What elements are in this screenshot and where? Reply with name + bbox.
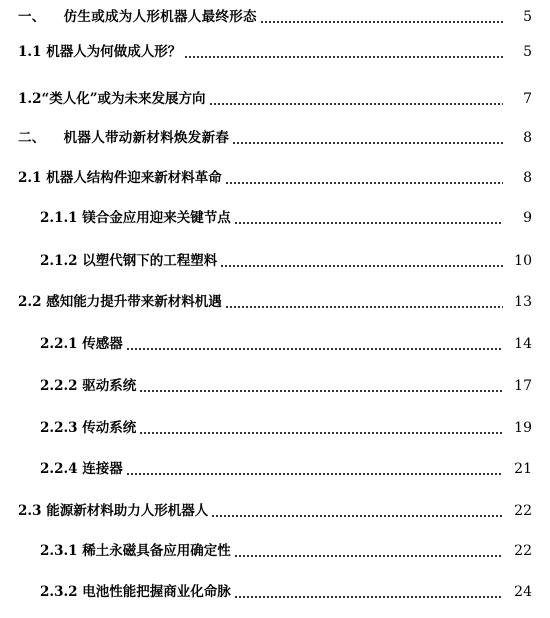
toc-entry[interactable] [0, 290, 550, 314]
toc-entry-text: 镁合金应用迎来关键节点 [82, 210, 231, 226]
toc-entry[interactable] [0, 166, 550, 190]
toc-entry-text: 电池性能把握商业化命脉 [82, 584, 231, 600]
toc-entry-number: 1.2 [18, 91, 42, 107]
toc-page-number: 19 [514, 420, 532, 436]
toc-entry[interactable] [0, 126, 550, 150]
toc-entry-title [18, 499, 208, 523]
toc-entry-title [40, 416, 136, 440]
toc-page-number: 24 [514, 584, 532, 600]
toc-entry-title [40, 374, 136, 398]
toc-entry-title [40, 332, 123, 356]
toc-entry-text: 连接器 [82, 461, 123, 477]
toc-entry[interactable] [0, 40, 550, 64]
toc-entry-number: 二、 [18, 130, 46, 146]
toc-entry[interactable] [0, 374, 550, 398]
toc-entry-title [18, 166, 222, 190]
dot-leader [209, 103, 503, 105]
dot-leader [234, 596, 503, 598]
toc-page-number: 14 [514, 336, 532, 352]
toc-entry[interactable] [0, 416, 550, 440]
toc-entry-title [40, 457, 123, 481]
toc-entry-text: 传动系统 [82, 420, 137, 436]
dot-leader [220, 265, 503, 267]
toc-page-number: 21 [514, 461, 532, 477]
toc-page-number: 10 [514, 253, 532, 269]
dot-leader [139, 390, 503, 392]
toc-entry-number: 2.3 [18, 503, 42, 519]
toc-entry[interactable] [0, 457, 550, 481]
toc-page-number: 22 [514, 543, 532, 559]
toc-entry-text: 机器人结构件迎来新材料革命 [46, 170, 222, 186]
toc-entry-text: 稀土永磁具备应用确定性 [82, 543, 231, 559]
toc-page-number: 13 [514, 294, 532, 310]
toc-page-number: 8 [523, 130, 532, 146]
toc-entry-number: 2.1 [18, 170, 42, 186]
toc-page-number: 17 [514, 378, 532, 394]
dot-leader [225, 306, 503, 308]
toc-entry-title [18, 40, 181, 64]
toc-entry-text: 机器人带动新材料焕发新春 [63, 130, 230, 146]
toc-entry-title [18, 87, 206, 111]
toc-entry[interactable] [0, 206, 550, 230]
toc-entry-number: 2.2.1 [40, 336, 78, 352]
toc-entry-number: 2.1.2 [40, 253, 78, 269]
dot-leader [139, 432, 503, 434]
dot-leader [225, 182, 503, 184]
toc-entry-number: 一、 [18, 9, 46, 25]
toc-entry-text: 能源新材料助力人形机器人 [46, 503, 209, 519]
toc-entry-title [40, 206, 231, 230]
toc-entry-title [40, 249, 217, 273]
toc-entry-text: 以塑代钢下的工程塑料 [82, 253, 218, 269]
toc-entry-number: 2.1.1 [40, 210, 78, 226]
toc-page-number: 8 [523, 170, 532, 186]
dot-leader [260, 21, 503, 23]
toc-entry-title [18, 5, 257, 29]
toc-entry-number: 2.3.2 [40, 584, 78, 600]
dot-leader [184, 56, 503, 58]
toc-entry[interactable] [0, 332, 550, 356]
toc-entry[interactable] [0, 580, 550, 604]
toc-entry[interactable] [0, 499, 550, 523]
toc-entry-text: 感知能力提升带来新材料机遇 [46, 294, 222, 310]
toc-page-number: 9 [523, 210, 532, 226]
toc-entry-text: 驱动系统 [82, 378, 137, 394]
toc-entry-text: 仿生或成为人形机器人最终形态 [63, 9, 257, 25]
toc-entry-number: 1.1 [18, 44, 42, 60]
toc-page-number: 22 [514, 503, 532, 519]
toc-entry-number: 2.3.1 [40, 543, 78, 559]
toc-entry-number: 2.2.4 [40, 461, 78, 477]
toc-entry[interactable] [0, 5, 550, 29]
dot-leader [126, 348, 503, 350]
dot-leader [234, 222, 503, 224]
toc-entry-title [18, 126, 229, 150]
toc-page-number: 5 [523, 44, 532, 60]
toc-entry-number: 2.2.3 [40, 420, 78, 436]
dot-leader [126, 473, 503, 475]
toc-entry[interactable] [0, 87, 550, 111]
toc-entry-text: 机器人为何做成人形？ [46, 44, 182, 60]
toc-entry-title [40, 539, 231, 563]
toc-entry-title [40, 580, 231, 604]
toc-page-number: 5 [523, 9, 532, 25]
dot-leader [211, 515, 503, 517]
toc-page-number: 7 [523, 91, 532, 107]
dot-leader [234, 555, 503, 557]
dot-leader [232, 142, 503, 144]
toc-entry-number: 2.2 [18, 294, 42, 310]
toc-entry[interactable] [0, 539, 550, 563]
toc-entry-number: 2.2.2 [40, 378, 78, 394]
toc-entry-title [18, 290, 222, 314]
toc-entry-text: “类人化”或为未来发展方向 [41, 91, 206, 107]
toc-entry-text: 传感器 [82, 336, 123, 352]
toc-entry[interactable] [0, 249, 550, 273]
